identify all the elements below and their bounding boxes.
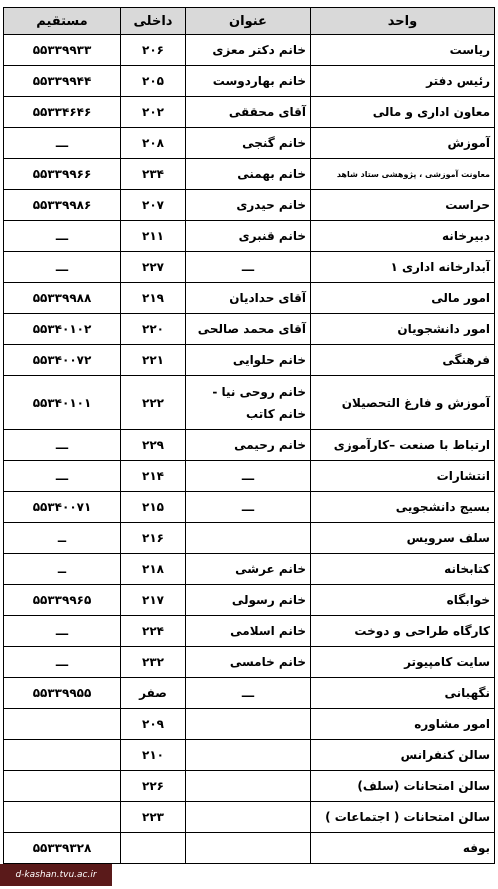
title-cell: خانم دکتر معزی [186,35,311,66]
internal-cell: ۲۰۹ [121,709,186,740]
site-watermark: d-kashan.tvu.ac.ir [0,864,112,886]
table-row [4,740,495,771]
direct-cell: ۵۵۳۴۰۱۰۱ [4,376,121,430]
internal-cell: ۲۱۸ [121,554,186,585]
unit-cell: بوفه [311,833,495,864]
direct-cell: ـــ [4,461,121,492]
title-cell: آقای محمد صالحی [186,314,311,345]
table-row [4,345,495,376]
internal-cell: ۲۲۱ [121,345,186,376]
internal-cell: ۲۱۱ [121,221,186,252]
direct-cell: ۵۵۳۳۹۹۸۶ [4,190,121,221]
direct-cell: ـــ [4,616,121,647]
internal-cell: ۲۱۶ [121,523,186,554]
table-row [4,66,495,97]
title-cell: خانم بهاردوست [186,66,311,97]
direct-cell [4,709,121,740]
direct-cell: ۵۵۳۳۹۹۶۵ [4,585,121,616]
internal-cell: ۲۰۲ [121,97,186,128]
unit-cell: آبدارخانه اداری ۱ [311,252,495,283]
internal-cell: ۲۲۲ [121,376,186,430]
internal-cell: ۲۰۸ [121,128,186,159]
title-cell [186,740,311,771]
direct-cell: ۵۵۳۴۰۰۷۱ [4,492,121,523]
unit-cell: سالن امتحانات ( اجتماعات ) [311,802,495,833]
direct-cell: ۵۵۳۳۹۹۳۳ [4,35,121,66]
title-cell: خانم بهمنی [186,159,311,190]
table-row [4,430,495,461]
internal-cell: ۲۲۹ [121,430,186,461]
phone-directory-table [3,7,495,864]
header-internal: داخلی [121,8,186,35]
title-cell [186,802,311,833]
title-cell: خانم قنبری [186,221,311,252]
internal-cell: ۲۱۵ [121,492,186,523]
table-row [4,492,495,523]
header-direct: مستقیم [4,8,121,35]
unit-cell: امور مالی [311,283,495,314]
table-row [4,97,495,128]
unit-cell: ارتباط با صنعت –کارآموزی [311,430,495,461]
unit-cell: حراست [311,190,495,221]
table-row [4,647,495,678]
title-cell: خانم رسولی [186,585,311,616]
table-row [4,376,495,430]
direct-cell [4,740,121,771]
unit-cell: رئیس دفتر [311,66,495,97]
table-row [4,678,495,709]
title-cell: ـــ [186,678,311,709]
header-row [4,8,495,35]
table-row [4,802,495,833]
direct-cell: ۵۵۳۳۹۹۵۵ [4,678,121,709]
internal-cell: ۲۲۰ [121,314,186,345]
unit-cell: سالن کنفرانس [311,740,495,771]
title-cell: خانم اسلامی [186,616,311,647]
internal-cell: ۲۳۲ [121,647,186,678]
unit-cell: دبیرخانه [311,221,495,252]
unit-cell: سالن امتحانات (سلف) [311,771,495,802]
table-row [4,554,495,585]
direct-cell: ـــ [4,221,121,252]
unit-cell: امور دانشجویان [311,314,495,345]
title-cell [186,833,311,864]
direct-cell [4,771,121,802]
direct-cell: ۵۵۳۳۹۹۴۴ [4,66,121,97]
title-cell: آقای حدادیان [186,283,311,314]
title-cell: خانم عرشی [186,554,311,585]
internal-cell: ۲۲۶ [121,771,186,802]
unit-cell: سلف سرویس [311,523,495,554]
internal-cell: ۲۰۶ [121,35,186,66]
title-cell: ـــ [186,492,311,523]
header-title: عنوان [186,8,311,35]
title-cell [186,771,311,802]
table-row [4,283,495,314]
header-unit: واحد [311,8,495,35]
title-cell [186,709,311,740]
direct-cell: ۵۵۳۳۹۹۸۸ [4,283,121,314]
title-cell: آقای محققی [186,97,311,128]
table-row [4,221,495,252]
internal-cell: ۲۲۴ [121,616,186,647]
unit-cell: انتشارات [311,461,495,492]
unit-cell: خوابگاه [311,585,495,616]
direct-cell: ـــ [4,128,121,159]
direct-cell: ــ [4,523,121,554]
title-cell: خانم گنجی [186,128,311,159]
direct-cell: ـــ [4,252,121,283]
unit-cell: امور مشاوره [311,709,495,740]
direct-cell: ــ [4,554,121,585]
title-cell: خانم حلوایی [186,345,311,376]
internal-cell: ۲۲۷ [121,252,186,283]
direct-cell [4,802,121,833]
internal-cell: ۲۱۹ [121,283,186,314]
internal-cell: ۲۲۳ [121,802,186,833]
direct-cell: ۵۵۳۴۰۰۷۲ [4,345,121,376]
internal-cell: ۲۰۷ [121,190,186,221]
table-row [4,833,495,864]
unit-cell: آموزش [311,128,495,159]
unit-cell: سایت کامپیوتر [311,647,495,678]
title-cell: خانم خامسی [186,647,311,678]
table-row [4,709,495,740]
internal-cell: ۲۰۵ [121,66,186,97]
table-row [4,35,495,66]
direct-cell: ۵۵۳۴۰۱۰۲ [4,314,121,345]
unit-cell: معاونت آموزشی ، پژوهشی ستاد شاهد [311,159,495,190]
direct-cell: ـــ [4,430,121,461]
unit-cell: نگهبانی [311,678,495,709]
unit-cell: معاون اداری و مالی [311,97,495,128]
direct-cell: ۵۵۳۳۹۹۶۶ [4,159,121,190]
table-row [4,616,495,647]
title-cell: ـــ [186,252,311,283]
table-row [4,190,495,221]
title-cell: خانم روحی نیا - خانم کاتب [186,376,311,430]
title-cell: ـــ [186,461,311,492]
table-row [4,461,495,492]
internal-cell [121,833,186,864]
unit-cell: کتابخانه [311,554,495,585]
title-cell: خانم حیدری [186,190,311,221]
table-row [4,314,495,345]
internal-cell: ۲۳۴ [121,159,186,190]
table-row [4,252,495,283]
unit-cell: فرهنگی [311,345,495,376]
table-row [4,523,495,554]
title-cell: خانم رحیمی [186,430,311,461]
direct-cell: ـــ [4,647,121,678]
unit-cell: کارگاه طراحی و دوخت [311,616,495,647]
internal-cell: ۲۱۰ [121,740,186,771]
unit-cell: ریاست [311,35,495,66]
table-row [4,771,495,802]
table-row [4,159,495,190]
unit-cell: بسیج دانشجویی [311,492,495,523]
internal-cell: صفر [121,678,186,709]
internal-cell: ۲۱۴ [121,461,186,492]
table-row [4,585,495,616]
direct-cell: ۵۵۳۳۹۳۲۸ [4,833,121,864]
table-row [4,128,495,159]
internal-cell: ۲۱۷ [121,585,186,616]
direct-cell: ۵۵۳۳۴۶۴۶ [4,97,121,128]
title-cell [186,523,311,554]
unit-cell: آموزش و فارغ التحصیلان [311,376,495,430]
